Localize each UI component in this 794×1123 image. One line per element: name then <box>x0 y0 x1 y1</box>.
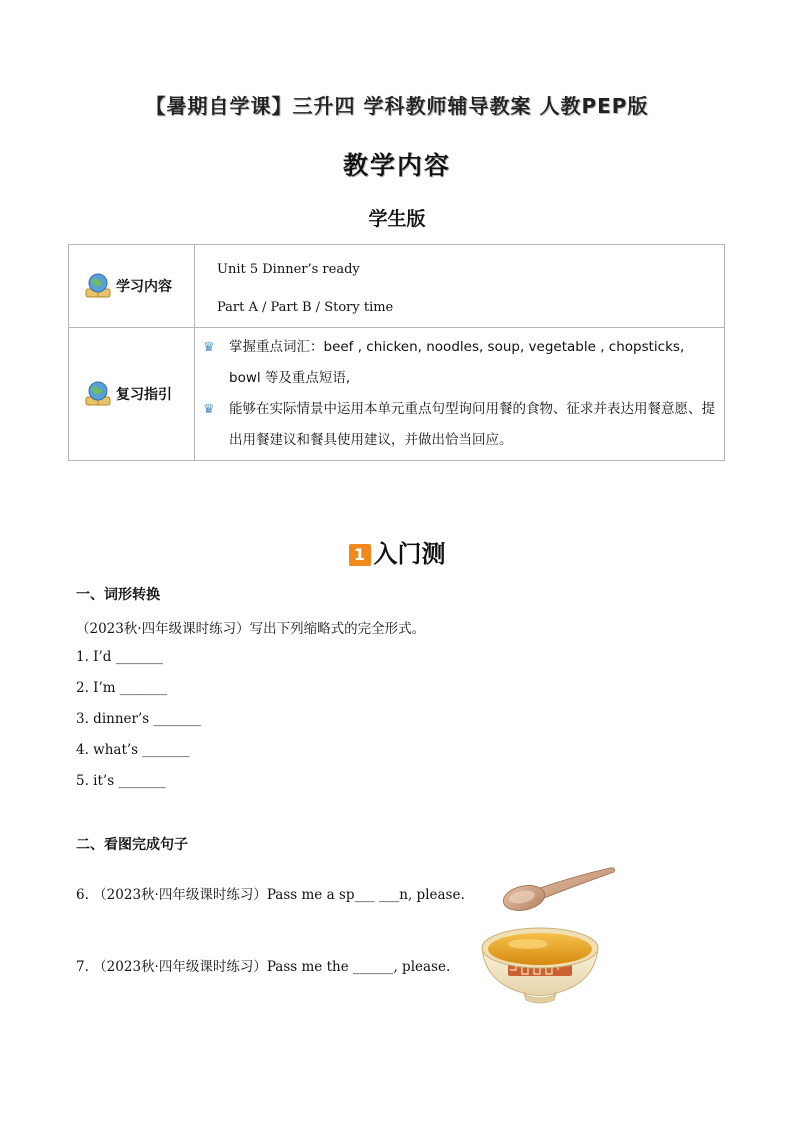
spoon-image <box>500 864 618 914</box>
part2-heading: 二、看图完成句子 <box>76 837 188 853</box>
globe-book-icon <box>84 380 112 408</box>
guide-label: 复习指引 <box>116 387 172 403</box>
guide-item: ♛ 能够在实际情景中运用本单元重点句型询问用餐的食物、征求并表达用餐意愿、提出用餐建议和餐具使用建议，并做出恰当回应。 <box>203 394 716 456</box>
info-table <box>68 244 725 461</box>
document-subtitle: 教学内容 <box>342 151 451 180</box>
exercise-item: 4. what’s _______ <box>76 742 190 758</box>
content-value-cell <box>195 245 725 328</box>
exercise-item: 2. I’m _______ <box>76 680 168 696</box>
exercise-item: 6. （2023秋·四年级课时练习）Pass me a sp___ ___n, please. <box>76 887 465 903</box>
section-number-badge: 1 <box>349 544 371 566</box>
version-label: 学生版 <box>368 208 426 230</box>
crown-bullet-icon: ♛ <box>203 340 215 355</box>
globe-book-icon <box>84 272 112 300</box>
exercise-item: 5. it’s _______ <box>76 773 166 789</box>
part1-heading: 一、词形转换 <box>76 587 160 603</box>
content-unit: Unit 5 Dinner’s ready <box>217 262 360 277</box>
content-label-cell <box>69 245 195 328</box>
guide-value-cell <box>195 328 725 461</box>
content-parts: Part A / Part B / Story time <box>217 300 394 315</box>
section-heading <box>0 534 794 569</box>
content-label: 学习内容 <box>116 279 172 295</box>
part1-instruction: （2023秋·四年级课时练习）写出下列缩略式的完全形式。 <box>76 621 426 637</box>
exercise-item: 7. （2023秋·四年级课时练习）Pass me the ______, please. <box>76 959 451 975</box>
content-row <box>69 245 725 328</box>
exercise-item: 3. dinner’s _______ <box>76 711 201 727</box>
crown-bullet-icon: ♛ <box>203 402 215 417</box>
section-title: 入门测 <box>373 540 446 568</box>
guide-label-cell <box>69 328 195 461</box>
exercise-item: 1. I’d _______ <box>76 649 163 665</box>
document-title: 【暑期自学课】三升四 学科教师辅导教案 人教PEP版 <box>145 94 649 118</box>
soup-bowl-image <box>478 920 602 1006</box>
guide-row <box>69 328 725 461</box>
guide-item: ♛ 掌握重点词汇：beef , chicken, noodles, soup, vegetable , chopsticks, bowl 等及重点短语, <box>203 332 716 394</box>
